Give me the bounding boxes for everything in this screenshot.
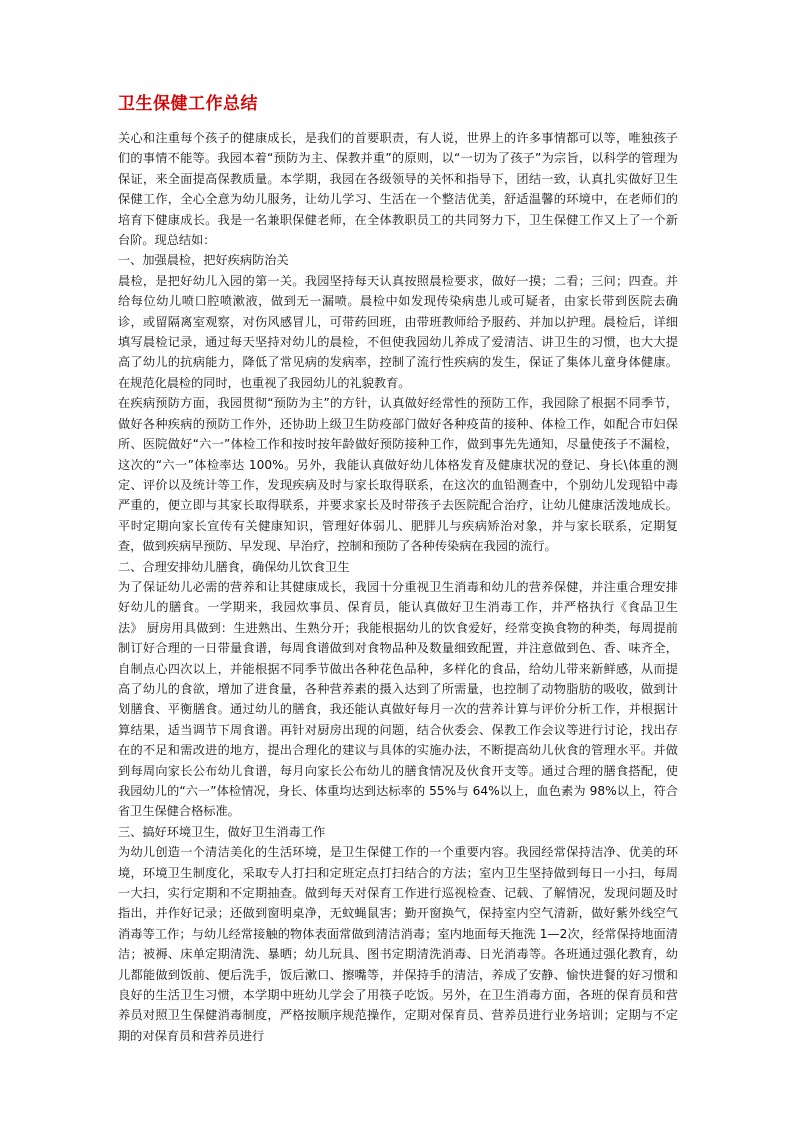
document-title: 卫生保健工作总结 — [118, 94, 258, 114]
section-heading-3: 三、搞好环境卫生，做好卫生消毒工作 — [118, 824, 326, 839]
paragraph-environment: 为幼儿创造一个清洁美化的生活环境，是卫生保健工作的一个重要内容。我园经常保持洁净、优美的环境，环境卫生制度化，采取专人打扫和定班定点打扫结合的方法；室内卫生坚持做到每日一小扫，每周一大扫，实行定期和不定期抽查。做到每天对保育工作进行巡视检查、记载、了解情况，发现问题及时指出，并作好记录；还做到窗明桌净，无蚊蝇鼠害；勤开窗换气，保持室内空气清新，做好紫外线空气消毒等工作；与幼儿经常接触的物体表面常做到清洁消毒；室内地面每天拖洗 1—2次，经常保持地面清洁；被褥、床单定期清洗、暴晒；幼儿玩具、图书定期清洗消毒、日光消毒等。各班通过强化教育，幼儿都能做到饭前、便后洗手，饭后漱口、擦嘴等，并保持手的清洁，养成了安静、愉快进餐的好习惯和良好的生活卫生习惯，本学期中班幼儿学会了用筷子吃饭。另外，在卫生消毒方面，各班的保育员和营养员对照卫生保健消毒制度，严格按顺序规范操作，定期对保育员、营养员进行业务培训；定期与不定期的对保育员和营养员进行 — [118, 845, 678, 1043]
section-heading-2: 二、合理安排幼儿膳食，确保幼儿饮食卫生 — [118, 559, 350, 574]
document-page — [118, 92, 678, 1046]
intro-paragraph: 关心和注重每个孩子的健康成长，是我们的首要职责，有人说，世界上的许多事情都可以等，唯独孩子们的事情不能等。我园本着“预防为主、保教并重”的原则，以“一切为了孩子”为宗旨，以科学的管理为保证，来全面提高保教质量。本学期，我园在各级领导的关怀和指导下，团结一致，认真扎实做好卫生保健工作，全心全意为幼儿服务，让幼儿学习、生活在一个整洁优美，舒适温馨的环境中，在老师们的培育下健康成长。我是一名兼职保健老师，在全体教职员工的共同努力下，卫生保健工作又上了一个新台阶。现总结如： — [118, 131, 678, 248]
paragraph-diet: 为了保证幼儿必需的营养和让其健康成长，我园十分重视卫生消毒和幼儿的营养保健，并注重合理安排好幼儿的膳食。一学期来，我园炊事员、保育员，能认真做好卫生消毒工作，并严格执行《食品卫生法》 厨房用具做到：生进熟出、生熟分开；我能根据幼儿的饮食爱好，经常变换食物的种类，每周提前制订好合理的一日带量食谱，每周食谱做到对食物品种及数量细致配置，并注意做到色、香、味齐全，自制点心四次以上，并能根据不同季节做出各种花色品种，多样化的食品，给幼儿带来新鲜感，从而提高了幼儿的食欲，增加了进食量，各种营养素的摄入达到了所需量，也控制了动物脂肪的吸收，做到计划膳食、平衡膳食。通过幼儿的膳食，我还能认真做好每月一次的营养计算与评价分析工作，并根据计算结果，适当调节下周食谱。再针对厨房出现的问题，结合伙委会、保教工作会议等进行讨论，找出存在的不足和需改进的地方，提出合理化的建议与具体的实施办法，不断提高幼儿伙食的管理水平。并做到每周向家长公布幼儿食谱，每月向家长公布幼儿的膳食情况及伙食开支等。通过合理的膳食搭配，使我园幼儿的“六一”体检情况，身长、体重均达到达标率的 55%与 64%以上，血色素为 98%以上，符合省卫生保健合格标准。 — [118, 579, 678, 819]
paragraph-morning-check: 晨检，是把好幼儿入园的第一关。我园坚持每天认真按照晨检要求，做好一摸；二看；三问；四查。并给每位幼儿喷口腔喷漱液，做到无一漏喷。晨检中如发现传染病患儿或可疑者，由家长带到医院去确诊，或留隔离室观察，对伤风感冒儿，可带药回班，由带班教师给予服药、并加以护理。晨检后，详细填写晨检记录，通过每天坚持对幼儿的晨检，不但使我园幼儿养成了爱清洁、讲卫生的习惯，也大大提高了幼儿的抗病能力，降低了常见病的发病率，控制了流行性疾病的发生，保证了集体儿童身体健康。在规范化晨检的同时，也重视了我园幼儿的礼貌教育。 — [118, 273, 678, 390]
section-heading-1: 一、加强晨检，把好疾病防治关 — [118, 253, 289, 268]
document-body — [118, 128, 678, 1046]
paragraph-disease-prevention: 在疾病预防方面，我园贯彻“预防为主”的方针，认真做好经常性的预防工作，我园除了根据不同季节，做好各种疾病的预防工作外，还协助上级卫生防疫部门做好各种疫苗的接种、体检工作，如配合市妇保所、医院做好“六一”体检工作和按时按年龄做好预防接种工作，做到事先先通知，尽量使孩子不漏检，这次的“六一”体检率达 100%。另外，我能认真做好幼儿体格发育及健康状况的登记、身长\体重的测定、评价以及统计等工作，发现疾病及时与家长取得联系，在这次的血铅测查中，个别幼儿发现铅中毒严重的，便立即与其家长取得联系，并要求家长及时带孩子去医院配合治疗，让幼儿健康活泼地成长。平时定期向家长宣传有关健康知识，管理好体弱儿、肥胖儿与疾病矫治对象，并与家长联系，定期复查，做到疾病早预防、早发现、早治疗，控制和预防了各种传染病在我园的流行。 — [118, 396, 678, 554]
